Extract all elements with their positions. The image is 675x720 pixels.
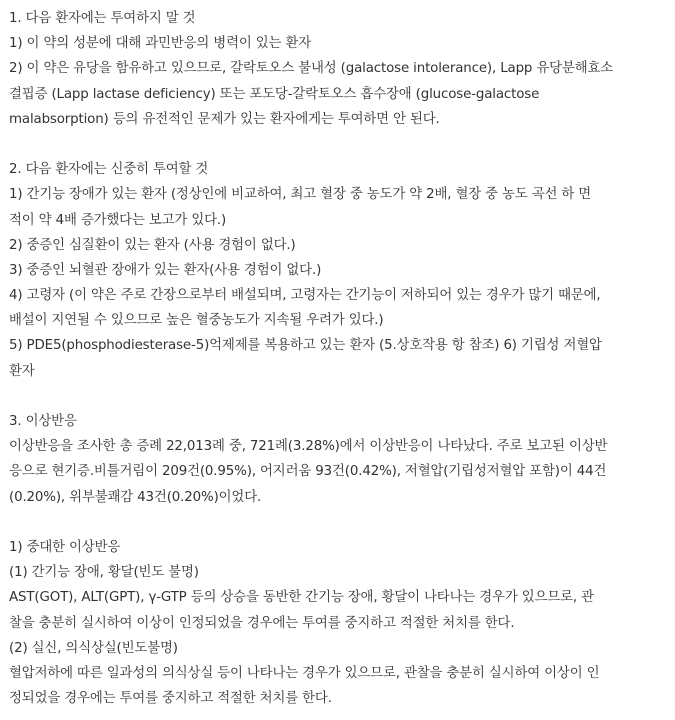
text-line: AST(GOT), ALT(GPT), γ-GTP 등의 상승을 동반한 간기능 장애, 황달이 나타나는 경우가 있으므로, 관 <box>9 590 594 606</box>
paragraph-gap <box>9 510 669 535</box>
text-line: 2) 중증인 심질환이 있는 환자 (사용 경험이 없다.) <box>9 237 296 253</box>
section-contraindications <box>9 6 669 132</box>
text-line: 5) PDE5(phosphodiesterase-5)억제제를 복용하고 있는 환자 (5.상호작용 항 참조) 6) 기립성 저혈압 <box>9 338 602 354</box>
text-line: 결핍증 (Lapp lactase deficiency) 또는 포도당-갈락토오스 흡수장애 (glucose-galactose <box>9 86 540 102</box>
text-line: 4) 고령자 (이 약은 주로 간장으로부터 배설되며, 고령자는 간기능이 저하되어 있는 경우가 많기 때문에, <box>9 288 601 304</box>
subsection-heading: (2) 실신, 의식상실(빈도불명) <box>9 640 178 656</box>
subsection-heading: (1) 간기능 장애, 황달(빈도 불명) <box>9 565 199 581</box>
text-line: 적이 약 4배 증가했다는 보고가 있다.) <box>9 212 227 228</box>
text-line: 혈압저하에 따른 일과성의 의식상실 등이 나타나는 경우가 있으므로, 관찰을 충분히 실시하여 이상이 인 <box>9 665 600 681</box>
section-serious-adverse-reactions <box>9 535 669 711</box>
section-precautions <box>9 157 669 384</box>
text-line: 2) 이 약은 유당을 함유하고 있으므로, 갈락토오스 불내성 (galactose intolerance), Lapp 유당분해효소 <box>9 61 614 77</box>
section-heading: 2. 다음 환자에는 신중히 투여할 것 <box>9 162 209 178</box>
section-heading: 3. 이상반응 <box>9 414 77 429</box>
section-heading: 1. 다음 환자에는 투여하지 말 것 <box>9 11 196 26</box>
text-line: 1) 간기능 장애가 있는 환자 (정상인에 비교하여, 최고 혈장 중 농도가 약 2배, 혈장 중 농도 곡선 하 면 <box>9 187 592 203</box>
text-line: 배설이 지연될 수 있으므로 높은 혈중농도가 지속될 우려가 있다.) <box>9 313 384 329</box>
subsection-heading: 1) 중대한 이상반응 <box>9 539 121 555</box>
text-line: 응으로 현기증.비틀거림이 209건(0.95%), 어지러움 93건(0.42%), 저혈압(기립성저혈압 포함)이 44건 <box>9 464 607 480</box>
text-line: 정되었을 경우에는 투여를 중지하고 적절한 처치를 한다. <box>9 691 332 707</box>
paragraph-gap <box>9 384 669 409</box>
section-adverse-reactions <box>9 409 669 510</box>
text-line: (0.20%), 위부불쾌감 43건(0.20%)이었다. <box>9 489 262 505</box>
text-line: 이상반응을 조사한 총 증례 22,013례 중, 721례(3.28%)에서 이상반응이 나타났다. 주로 보고된 이상반 <box>9 439 608 455</box>
text-line: 1) 이 약의 성분에 대해 과민반응의 병력이 있는 환자 <box>9 36 312 52</box>
paragraph-gap <box>9 132 669 157</box>
text-line: malabsorption) 등의 유전적인 문제가 있는 환자에게는 투여하면 안 된다. <box>9 111 440 127</box>
text-line: 환자 <box>9 363 35 379</box>
document-body <box>9 0 669 711</box>
text-line: 찰을 충분히 실시하여 이상이 인정되었을 경우에는 투여를 중지하고 적절한 처치를 한다. <box>9 615 515 631</box>
text-line: 3) 중증인 뇌혈관 장애가 있는 환자(사용 경험이 없다.) <box>9 262 322 278</box>
